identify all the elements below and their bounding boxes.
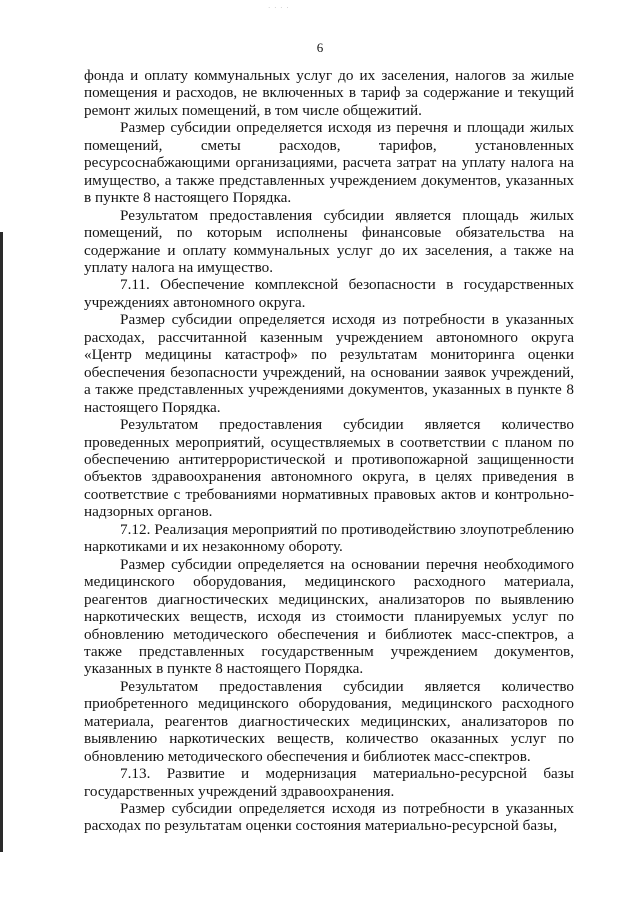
paragraph: Результатом предоставления субсидии является площадь жилых помещений, по которым исполнены финансовые обязательства на содержание и оплату коммунальных услуг до их заселения, а также на уплату налога на имущество. — [84, 206, 574, 276]
section-heading-7-11: 7.11. Обеспечение комплексной безопасности в государственных учреждениях автономного округа. — [84, 276, 574, 311]
section-heading-7-12: 7.12. Реализация мероприятий по противодействию злоупотреблению наркотиками и их незаконному обороту. — [84, 520, 574, 556]
paragraph: Размер субсидии определяется исходя из перечня и площади жилых помещений, сметы расходов, тарифов, установленных ресурсоснабжающими организациями, расчета затрат на уплату налога на имущество, а также представленных учреждением документов, указанных в пункте 8 настоящего Порядка. — [84, 119, 574, 207]
document-body — [84, 67, 574, 835]
paragraph: Размер субсидии определяется исходя из потребности в указанных расходах по результатам оценки состояния материально-ресурсной базы, — [84, 800, 574, 835]
scan-mark: · · · · — [268, 4, 290, 12]
section-heading-7-13: 7.13. Развитие и модернизация материально-ресурсной базы государственных учреждений здравоохранения. — [84, 765, 574, 800]
scan-edge-shadow — [0, 232, 3, 852]
paragraph-continuation: фонда и оплату коммунальных услуг до их заселения, налогов за жилые помещения и расходов, не включенных в тариф за содержание и текущий ремонт жилых помещений, в том числе общежитий. — [84, 67, 574, 119]
paragraph: Результатом предоставления субсидии является количество приобретенного медицинского оборудования, медицинского расходного материала, реагентов диагностических медицинских, анализаторов по выявлению наркотических веществ, количество оказанных услуг по обновлению методического обеспечения и библиотек масс-спектров. — [84, 677, 574, 765]
paragraph: Результатом предоставления субсидии является количество проведенных мероприятий, осуществляемых в соответствии с планом по обеспечению антитеррористической и противопожарной защищенности объектов здравоохранения автономного округа, в целях приведения в соответствие с требованиями нормативных правовых актов и контрольно-надзорных органов. — [84, 416, 574, 521]
paragraph: Размер субсидии определяется на основании перечня необходимого медицинского оборудования, медицинского расходного материала, реагентов диагностических медицинских, анализаторов по выявлению наркотических веществ, исходя из стоимости планируемых услуг по обновлению методического обеспечения и библиотек масс-спектров, а также представленных государственным учреждением документов, указанных в пункте 8 настоящего Порядка. — [84, 555, 574, 678]
page-number: 6 — [316, 40, 324, 55]
paragraph: Размер субсидии определяется исходя из потребности в указанных расходах, рассчитанной казенным учреждением автономного округа «Центр медицины катастроф» по результатам мониторинга оценки обеспечения безопасности учреждений, на основании заявок учреждений, а также представленных учреждениями документов, указанных в пункте 8 настоящего Порядка. — [84, 311, 574, 416]
